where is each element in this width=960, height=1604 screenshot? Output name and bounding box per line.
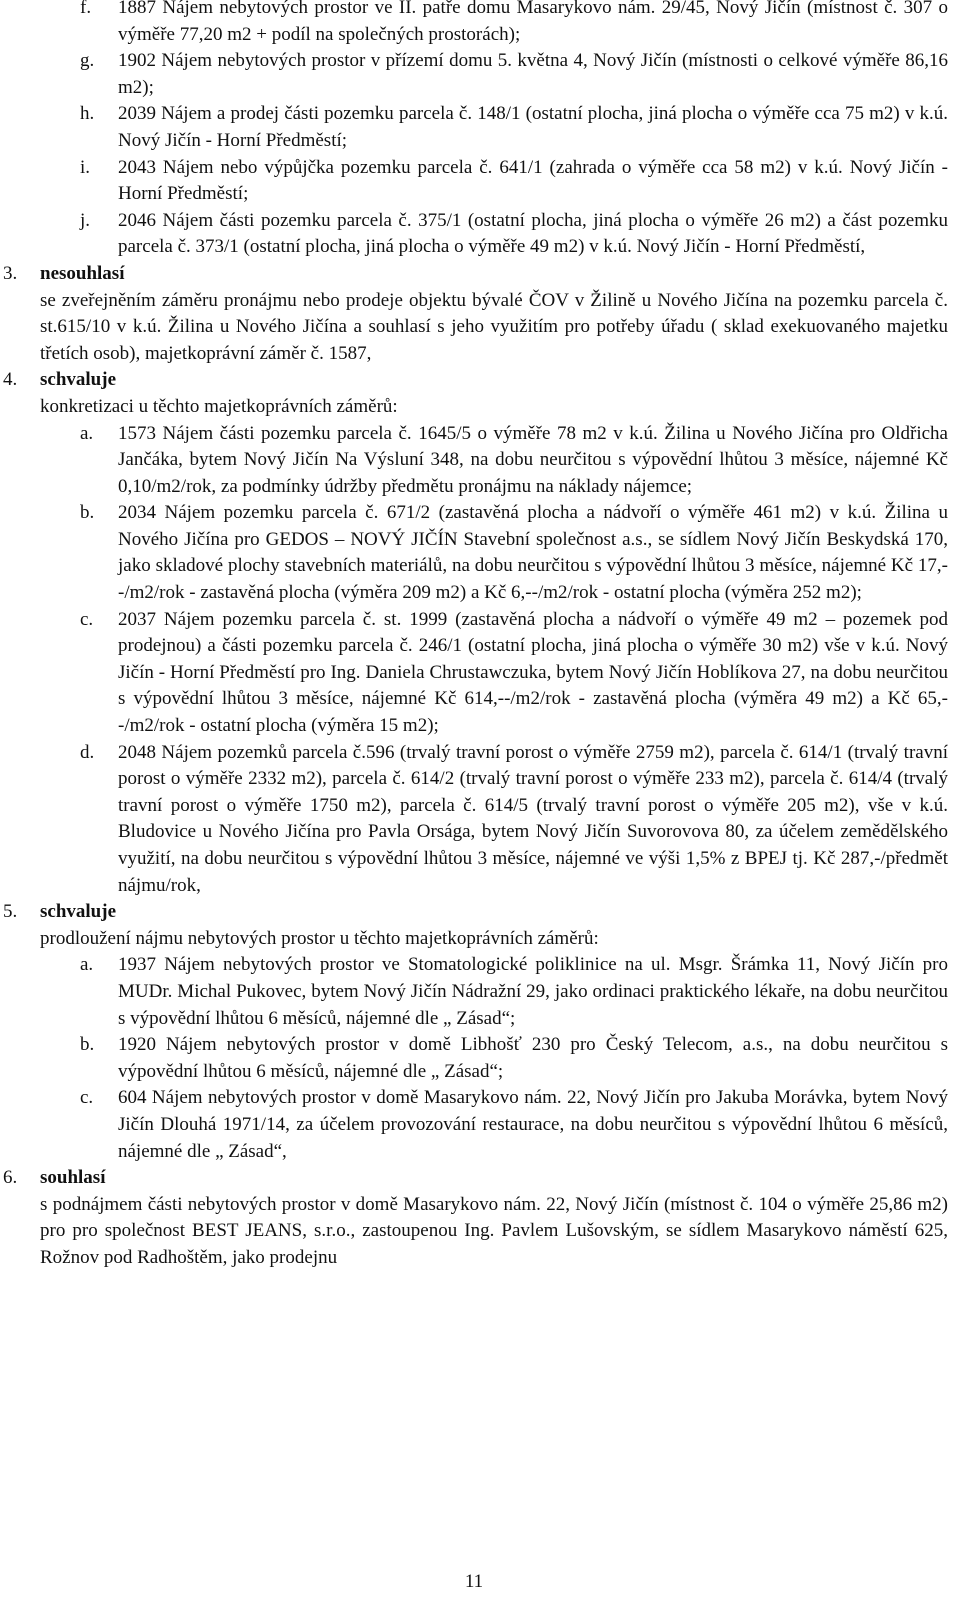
list-item-4a [0, 421, 948, 501]
section-3-heading [0, 261, 948, 288]
list-item-5a [0, 952, 948, 1032]
list-item-label: i. [80, 156, 91, 178]
list-item-text: 1573 Nájem části pozemku parcela č. 1645/5 o výměře 78 m2 v k.ú. Žilina u Nového Jičína pro Oldřicha Jančáka, bytem Nový Jičín Na Výsluní 348, na dobu neurčitou s výpovědní lhůtou 3 měsíce, nájemné Kč 0,10/m2/rok, za podmínky údržby předmětu pronájmu na náklady nájemce; [118, 422, 948, 497]
section-keyword: schvaluje [40, 369, 116, 391]
section-4-intro: konkretizaci u těchto majetkoprávních záměrů: [40, 395, 398, 417]
section-keyword: nesouhlasí [40, 262, 125, 284]
section-5-heading [0, 899, 948, 926]
list-item-h [0, 101, 948, 154]
list-item-text: 1920 Nájem nebytových prostor v domě Libhošť 230 pro Český Telecom, a.s., na dobu neurčitou s výpovědní lhůtou 6 měsíců, nájemné dle „ Zásad“; [118, 1034, 948, 1082]
list-item-4c [0, 607, 948, 740]
list-item-4d [0, 740, 948, 900]
section-number: 6. [3, 1167, 18, 1189]
list-item-label: g. [80, 50, 95, 72]
list-item-text: 1937 Nájem nebytových prostor ve Stomatologické poliklinice na ul. Msgr. Šrámka 11, Nový Jičín pro MUDr. Michal Pukovec, bytem Nový Jičín Nádražní 29, jako ordinaci praktického lékaře, na dobu neurčitou s výpovědní lhůtou 6 měsíců, nájemné dle „ Zásad“; [118, 954, 948, 1029]
section-number: 4. [3, 369, 18, 391]
list-item-text: 2046 Nájem části pozemku parcela č. 375/1 (ostatní plocha, jiná plocha o výměře 26 m2) a část pozemku parcela č. 373/1 (ostatní plocha, jiná plocha o výměře 49 m2) v k.ú. Nový Jičín - Horní Předměstí, [118, 209, 948, 258]
list-item-text: 1902 Nájem nebytových prostor v přízemí domu 5. května 4, Nový Jičín (místnosti o celkové výměře 86,16 m2); [118, 50, 948, 98]
section-keyword: souhlasí [40, 1167, 106, 1189]
list-item-4b [0, 500, 948, 606]
list-item-text: 2037 Nájem pozemku parcela č. st. 1999 (zastavěná plocha a nádvoří o výměře 49 m2 – pozemek pod prodejnou) a části pozemku parcela č. 246/1 (ostatní plocha, jiná plocha o výměře 30 m2) vše v k.ú. Nový Jičín - Horní Předměstí pro Ing. Daniela Chrustawczuka, bytem Nový Jičín Hoblíkova 27, na dobu neurčitou s výpovědní lhůtou 3 měsíce, nájemné Kč 614,--/m2/rok - zastavěná plocha (výměra 49 m2) a Kč 65,--/m2/rok - ostatní plocha (výměra 15 m2); [118, 608, 948, 737]
list-item-label: c. [80, 608, 94, 630]
list-item-label: h. [80, 103, 95, 125]
list-item-text: 1887 Nájem nebytových prostor ve II. patře domu Masarykovo nám. 29/45, Nový Jičín (místnost č. 307 o výměře 77,20 m2 + podíl na společných prostorách); [118, 0, 948, 45]
page-number: 11 [464, 1571, 484, 1592]
section-number: 5. [3, 901, 18, 923]
list-item-label: a. [80, 954, 94, 976]
section-keyword: schvaluje [40, 901, 116, 923]
list-item-text: 2039 Nájem a prodej části pozemku parcela č. 148/1 (ostatní plocha, jiná plocha o výměře cca 75 m2) v k.ú. Nový Jičín - Horní Předměstí; [118, 103, 948, 151]
list-item-f [0, 0, 948, 48]
list-item-text: 604 Nájem nebytových prostor v domě Masarykovo nám. 22, Nový Jičín pro Jakuba Morávka, bytem Nový Jičín Dlouhá 1971/14, za účelem provozování restaurace, na dobu neurčitou s výpovědní lhůtou 6 měsíců, nájemné dle „ Zásad“, [118, 1087, 948, 1162]
list-item-label: a. [80, 422, 94, 444]
list-item-5b [0, 1032, 948, 1085]
list-item-label: d. [80, 741, 95, 763]
list-item-text: 2034 Nájem pozemku parcela č. 671/2 (zastavěná plocha a nádvoří o výměře 461 m2) v k.ú. Žilina u Nového Jičína pro GEDOS – NOVÝ JIČÍN Stavební společnost a.s., se sídlem Nový Jičín Beskydská 170, jako skladové plochy stavebních materiálů, na dobu neurčitou s výpovědní lhůtou 3 měsíce, nájemné Kč 17,--/m2/rok - zastavěná plocha (výměra 209 m2) a Kč 6,--/m2/rok - ostatní plocha (výměra 252 m2); [118, 502, 948, 604]
list-item-label: b. [80, 1034, 95, 1056]
list-item-i [0, 155, 948, 208]
section-6-heading [0, 1165, 948, 1192]
list-item-5c [0, 1085, 948, 1165]
list-item-text: 2048 Nájem pozemků parcela č.596 (trvalý travní porost o výměře 2759 m2), parcela č. 614/1 (trvalý travní porost o výměře 2332 m2), parcela č. 614/2 (trvalý travní porost o výměře 233 m2), parcela č. 614/4 (trvalý travní porost o výměře 1750 m2), parcela č. 614/5 (trvalý travní porost o výměře 205 m2), vše v k.ú. Bludovice u Nového Jičína pro Pavla Orsága, bytem Nový Jičín Suvorovova 80, za účelem zemědělského využití, na dobu neurčitou s výpovědní lhůtou 3 měsíce, nájemné ve výši 1,5% z BPEJ tj. Kč 287,-/předmět nájmu/rok, [118, 741, 948, 896]
list-item-label: c. [80, 1087, 94, 1109]
section-5-intro: prodloužení nájmu nebytových prostor u těchto majetkoprávních záměrů: [40, 927, 599, 949]
section-3-paragraph: se zveřejněním záměru pronájmu nebo prodeje objektu bývalé ČOV v Žilině u Nového Jičína na pozemku parcela č. st.615/10 v k.ú. Žilina u Nového Jičína a souhlasí s jeho využitím pro potřeby úřadu ( sklad exekuovaného majetku třetích osob), majetkoprávní záměr č. 1587, [40, 289, 948, 364]
list-item-j [0, 208, 948, 261]
section-4-heading [0, 367, 948, 394]
list-item-label: j. [80, 209, 91, 231]
list-item-text: 2043 Nájem nebo výpůjčka pozemku parcela č. 641/1 (zahrada o výměře cca 58 m2) v k.ú. Nový Jičín - Horní Předměstí; [118, 156, 948, 205]
list-item-label: f. [80, 0, 92, 18]
list-item-label: b. [80, 502, 95, 524]
section-6-paragraph: s podnájmem části nebytových prostor v domě Masarykovo nám. 22, Nový Jičín (místnost č. 104 o výměře 25,86 m2) pro pro společnost BEST JEANS, s.r.o., zastoupenou Ing. Pavlem Lušovským, se sídlem Masarykovo náměstí 625, Rožnov pod Radhoštěm, jako prodejnu [40, 1193, 948, 1268]
list-item-g [0, 48, 948, 101]
section-number: 3. [3, 262, 18, 284]
